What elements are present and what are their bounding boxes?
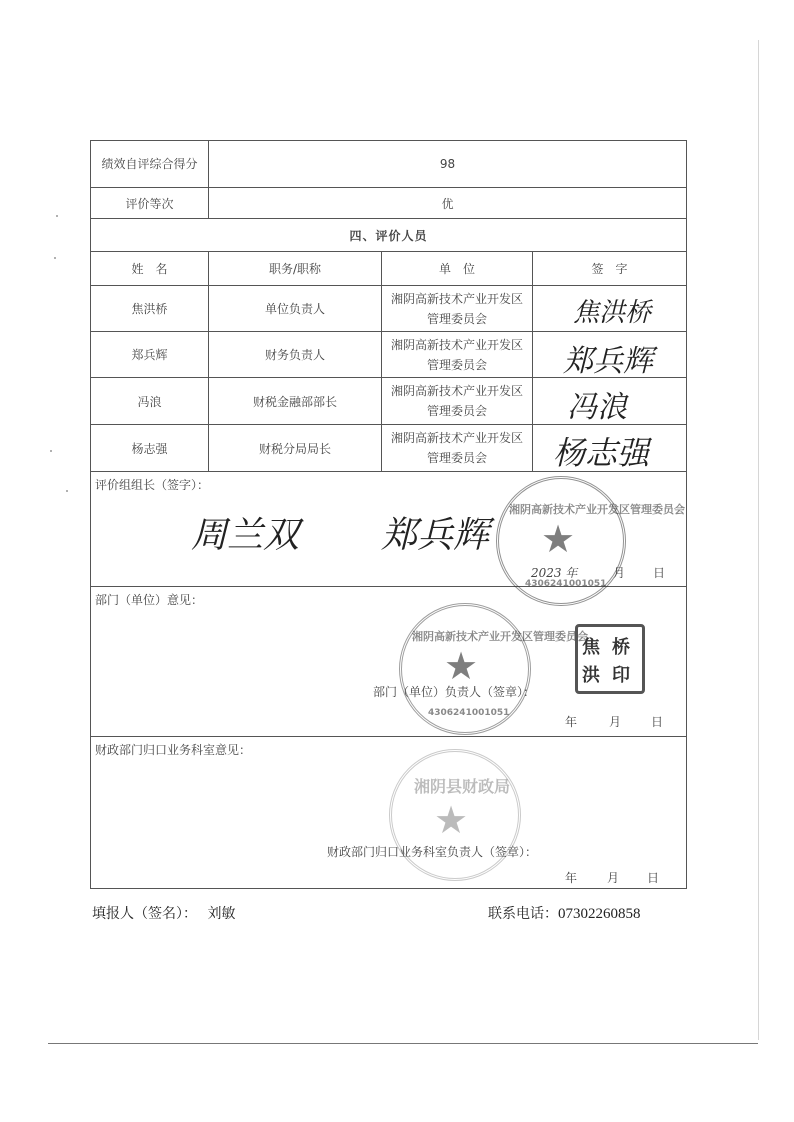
table-row [91,286,687,332]
seal-char: 洪 [582,665,600,686]
filler-name: 刘敏 [207,906,236,922]
filler-line [92,903,235,923]
official-seal-stamp [389,749,521,881]
reviewer-unit: 湘阴高新技术产业开发区管理委员会 [382,332,533,378]
department-signer-label: 部门（单位）负责人（签章）： [373,685,536,699]
date-year: 年 [565,871,578,885]
finance-opinion-label: 财政部门归口业务科室意见： [95,743,252,757]
section-title: 四、评价人员 [91,219,687,252]
date-day: 日 [651,715,664,729]
group-leader-section [91,472,687,587]
reviewer-unit: 湘阴高新技术产业开发区管理委员会 [382,286,533,332]
date-month: 月 [609,715,622,729]
department-opinion-section [91,587,687,737]
seal-char: 焦 [582,637,600,658]
scan-speck [50,450,52,452]
page-bottom-rule [48,1043,758,1044]
group-leader-row [91,472,687,587]
scan-speck [54,257,56,259]
star-icon: ★ [444,644,479,688]
score-row [91,141,687,188]
phone-number: 07302260858 [558,906,641,922]
reviewer-signature-cell [533,286,687,332]
reviewer-title: 财务负责人 [209,332,382,378]
seal-code: 4306241001051 [525,579,607,589]
phone-label: 联系电话： [488,906,558,922]
reviewer-signature-cell [533,378,687,425]
department-opinion-label: 部门（单位）意见： [95,593,204,607]
section-title-row [91,219,687,252]
reviewer-title: 财税金融部部长 [209,378,382,425]
reviewer-unit: 湘阴高新技术产业开发区管理委员会 [382,378,533,425]
official-seal-stamp [399,603,588,735]
scan-speck [56,215,58,217]
handwritten-signature: 杨志强 [553,434,650,472]
date-month: 月 [613,566,626,580]
star-icon: ★ [434,798,469,842]
reviewers-header-row [91,252,687,286]
finance-signer-label: 财政部门归口业务科室负责人（签章）： [327,845,538,859]
page-edge-line [758,40,759,1040]
star-icon: ★ [541,517,576,561]
date-month: 月 [607,871,620,885]
score-label: 绩效自评综合得分 [91,141,209,188]
department-opinion-row [91,587,687,737]
personal-name-seal [575,624,645,694]
reviewer-name: 杨志强 [91,425,209,472]
date-year: 2023 年 [531,566,578,580]
table-row [91,332,687,378]
date-day: 日 [647,871,660,885]
handwritten-signature: 焦洪桥 [573,298,652,328]
reviewer-signature-cell [533,332,687,378]
handwritten-signature: 冯浪 [567,390,627,425]
finance-opinion-section [91,737,687,889]
seal-char: 桥 [612,637,630,658]
grade-label: 评价等次 [91,188,209,219]
finance-opinion-row [91,737,687,889]
seal-name: 湘阴高新技术产业开发区管理委员会 [412,630,588,643]
date-year: 年 [565,715,578,729]
reviewer-name: 冯浪 [91,378,209,425]
scan-speck [66,490,68,492]
seal-code: 4306241001051 [428,708,510,718]
seal-name: 湘阴县财政局 [414,777,511,796]
reviewer-title: 单位负责人 [209,286,382,332]
table-row [91,425,687,472]
group-leader-label: 评价组组长（签字）： [95,478,210,492]
reviewer-signature-cell [533,425,687,472]
header-title: 职务/职称 [209,252,382,286]
filler-label: 填报人（签名）： [92,906,197,922]
grade-value: 优 [209,188,687,219]
header-name: 姓 名 [91,252,209,286]
reviewer-title: 财税分局局长 [209,425,382,472]
evaluation-form-table [90,140,687,889]
seal-name: 湘阴高新技术产业开发区管理委员会 [509,503,685,516]
reviewer-name: 郑兵辉 [91,332,209,378]
header-signature: 签 字 [533,252,687,286]
reviewer-unit: 湘阴高新技术产业开发区管理委员会 [382,425,533,472]
date-day: 日 [653,566,666,580]
header-unit: 单 位 [382,252,533,286]
table-row [91,378,687,425]
contact-line [488,903,641,923]
grade-row [91,188,687,219]
group-leader-signature: 郑兵辉 [381,515,490,556]
seal-char: 印 [612,665,630,686]
group-leader-signature: 周兰双 [191,515,300,556]
reviewer-name: 焦洪桥 [91,286,209,332]
handwritten-signature: 郑兵辉 [563,344,653,378]
score-value: 98 [209,141,687,188]
